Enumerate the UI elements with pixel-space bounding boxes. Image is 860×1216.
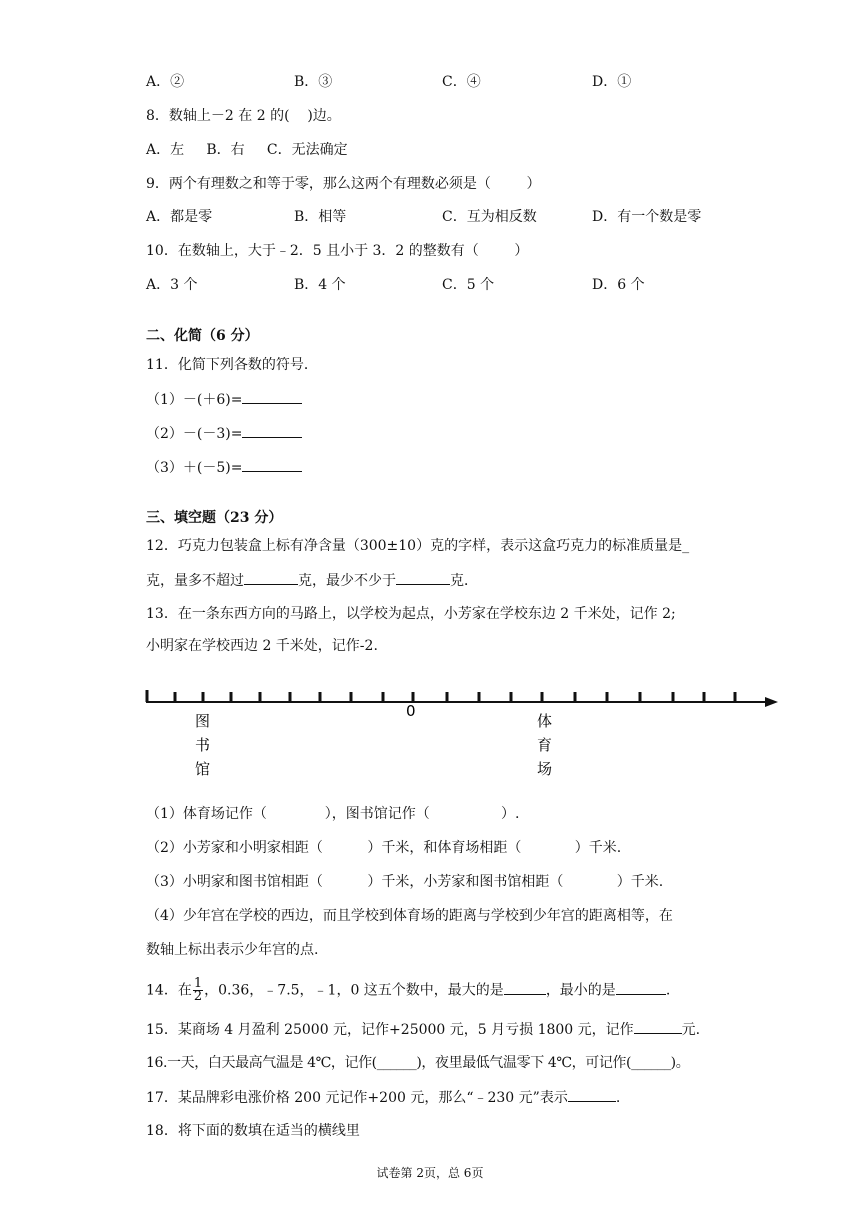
q7-option-a: A．② [146, 74, 185, 90]
number-line-tick [202, 692, 205, 702]
zero-label: 0 [406, 702, 416, 720]
q8-stem: 8．数轴上－2 在 2 的( )边。 [146, 108, 341, 124]
q12-line-1: 12．巧克力包装盒上标有净含量（300±10）克的字样，表示这盒巧克力的标准质量是_ [146, 538, 690, 554]
number-line-tick [574, 692, 577, 702]
q18-line: 18．将下面的数填在适当的横线里 [146, 1123, 360, 1139]
fraction-numerator: 1 [193, 976, 203, 991]
q10-option-b: B．4 个 [294, 277, 346, 293]
q15-text: 15．某商场 4 月盈利 25000 元，记作+25000 元，5 月亏损 1800 元，记作 [146, 1022, 634, 1038]
q9-option-b: B．相等 [294, 209, 347, 225]
answer-blank[interactable] [568, 1087, 616, 1102]
answer-blank[interactable] [616, 980, 666, 995]
number-line-arrow [765, 697, 778, 707]
number-line-tick [382, 692, 385, 702]
number-line-tick [350, 692, 353, 702]
q12-text-b: 克，最少不少于 [298, 573, 396, 589]
stadium-label [537, 712, 552, 778]
library-label [195, 712, 210, 778]
q7-option-b: B．③ [294, 74, 333, 90]
q13-line-2: 小明家在学校西边 2 千米处，记作-2. [146, 638, 378, 654]
number-line-tick [672, 692, 675, 702]
q10-option-d: D．6 个 [592, 277, 645, 293]
stadium-label-char-2: 育 [537, 736, 553, 754]
q9-option-c: C．互为相反数 [442, 209, 537, 225]
q14-text-mid2: ，最小的是 [545, 982, 616, 999]
q15-end: 元. [681, 1022, 701, 1038]
number-line-tick [319, 692, 322, 702]
q9-stem: 9．两个有理数之和等于零，那么这两个有理数必须是（ ） [146, 176, 541, 192]
number-line-tick [412, 692, 415, 702]
stadium-label-char-1: 体 [537, 712, 553, 730]
number-line-ticks [146, 690, 737, 702]
q15-line [146, 1019, 700, 1040]
q17-text: 17．某品牌彩电涨价格 200 元记作+200 元，那么“﹣230 元”表示 [146, 1090, 568, 1106]
stadium-label-char-3: 场 [537, 760, 553, 778]
q16-line: 16.一天，白天最高气温是 4℃，记作(______)，夜里最低气温零下 4℃，可记作(______)。 [146, 1055, 690, 1071]
q7-option-d: D．① [592, 74, 632, 90]
q17-line [146, 1087, 620, 1108]
q11-item-1-text: （1）－(＋6)= [146, 392, 243, 408]
q13-part-1: （1）体育场记作（ ），图书馆记作（ ）. [146, 806, 520, 822]
section-3-title: 三、填空题（23 分） [146, 510, 283, 526]
number-line-tick [478, 692, 481, 702]
q10-stem: 10．在数轴上，大于﹣2．5 且小于 3．2 的整数有（ ） [146, 243, 529, 259]
q7-option-c: C．④ [442, 74, 481, 90]
number-line-tick [146, 690, 149, 702]
library-label-char-2: 书 [195, 736, 211, 754]
number-line-tick [259, 692, 262, 702]
section-2-title: 二、化简（6 分） [146, 328, 259, 344]
q11-item-3-text: （3）＋(－5)= [146, 460, 243, 476]
answer-blank[interactable] [634, 1019, 682, 1034]
q14-text-mid: ，0.36，﹣7.5，﹣1，0 这五个数中，最大的是 [204, 982, 504, 999]
q9-option-a: A．都是零 [146, 209, 213, 225]
q14-fraction [193, 978, 203, 1003]
number-line-tick [703, 692, 706, 702]
q14-line [146, 978, 670, 1003]
q11-stem: 11．化简下列各数的符号． [146, 357, 318, 373]
number-line-tick [639, 692, 642, 702]
q14-end: . [665, 982, 671, 999]
q11-item-2-text: （2）－(－3)= [146, 426, 243, 442]
q13-part-2: （2）小芳家和小明家相距（ ）千米，和体育场相距（ ）千米. [146, 840, 622, 856]
q13-part-4: （4）少年宫在学校的西边，而且学校到体育场的距离与学校到少年宫的距离相等，在 [146, 908, 673, 924]
number-line-tick [510, 692, 513, 702]
q14-prefix: 14．在 [146, 982, 192, 999]
fraction-denominator: 2 [193, 989, 203, 1004]
number-line-tick [541, 692, 544, 702]
number-line-tick [289, 692, 292, 702]
number-line-tick [606, 692, 609, 702]
q13-part-4-cont: 数轴上标出表示少年宫的点. [146, 942, 319, 958]
number-line-tick [734, 692, 737, 702]
library-label-char-1: 图 [195, 712, 211, 730]
answer-blank[interactable] [504, 980, 546, 995]
q10-option-c: C．5 个 [442, 277, 495, 293]
q8-options: A．左 B．右 C．无法确定 [146, 142, 348, 158]
page-footer: 试卷第 2页，总 6页 [376, 1166, 484, 1180]
number-line-tick [174, 692, 177, 702]
q12-text-a: 克，量多不超过 [146, 573, 244, 589]
number-line-tick [230, 692, 233, 702]
q9-option-d: D．有一个数是零 [592, 209, 702, 225]
q17-end: . [615, 1090, 621, 1106]
q13-part-3: （3）小明家和图书馆相距（ ）千米，小芳家和图书馆相距（ ）千米. [146, 874, 664, 890]
library-label-char-3: 馆 [195, 760, 211, 778]
q13-line-1: 13．在一条东西方向的马路上，以学校为起点，小芳家在学校东边 2 千米处，记作 2; [146, 606, 676, 622]
q12-text-c: 克． [450, 573, 478, 589]
q10-option-a: A．3 个 [146, 277, 198, 293]
number-line-tick [446, 692, 449, 702]
